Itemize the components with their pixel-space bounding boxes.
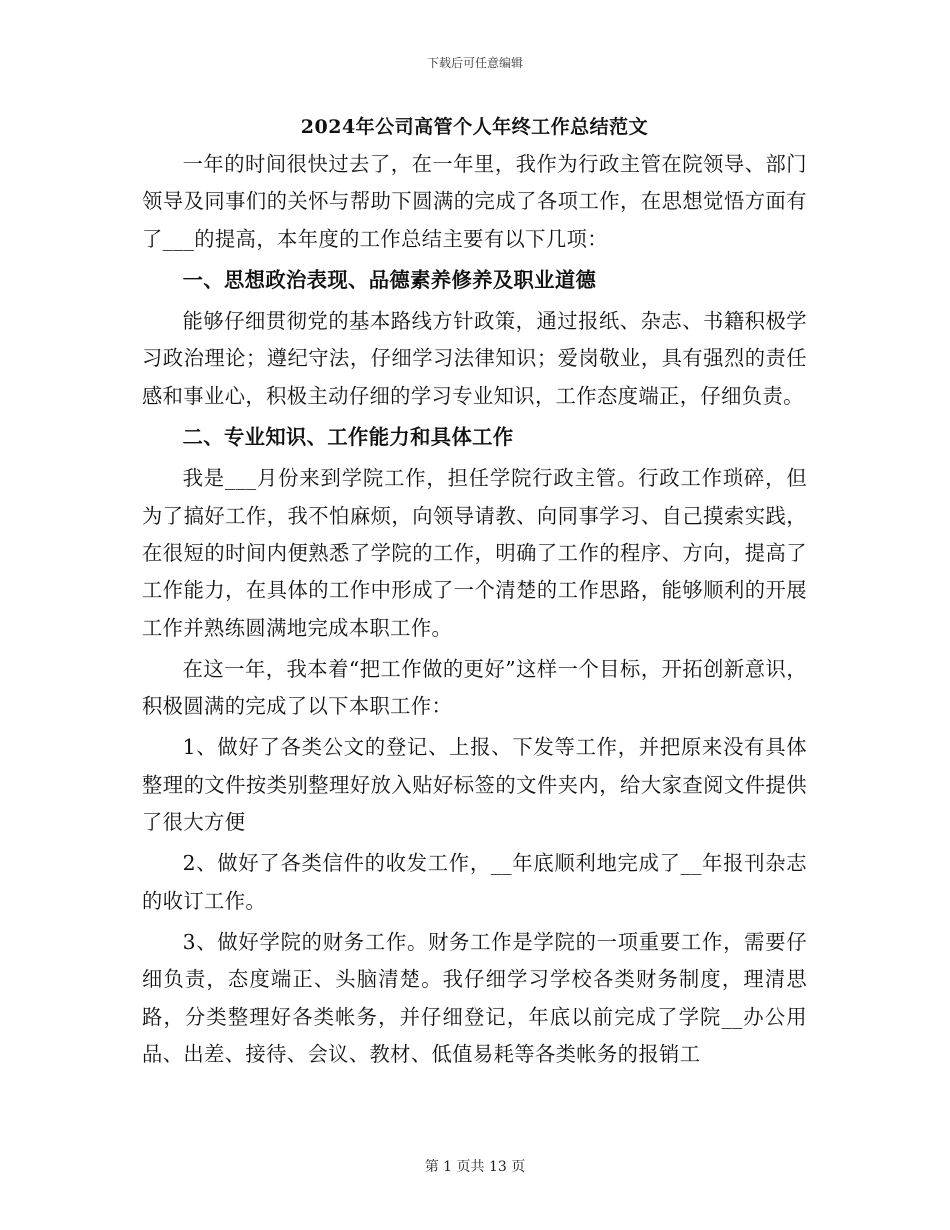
paragraph-2: 我是___月份来到学院工作，担任学院行政主管。行政工作琐碎，但为了搞好工作，我不怕麻烦，向领导请教、向同事学习、自己摸索实践，在很短的时间内便熟悉了学院的工作，明确了工作的程序、方向，提高了工作能力，在具体的工作中形成了一个清楚的工作思路，能够顺利的开展工作并熟练圆满地完成本职工作。 [142, 466, 807, 640]
section-heading-1: 一、思想政治表现、品德素养修养及职业道德 [182, 267, 597, 292]
page-footer: 第 1 页共 13 页 [424, 1159, 526, 1175]
paragraph-1: 能够仔细贯彻党的基本路线方针政策，通过报纸、杂志、书籍积极学习政治理论；遵纪守法，仔细学习法律知识；爱岗敬业，具有强烈的责任感和事业心，积极主动仔细的学习专业知识，工作态度端正，仔细负责。 [142, 309, 807, 408]
list-item-1: 1、做好了各类公文的登记、上报、下发等工作，并把原来没有具体整理的文件按类别整理好放入贴好标签的文件夹内，给大家查阅文件提供了很大方便 [142, 735, 807, 835]
section-heading-2: 二、专业知识、工作能力和具体工作 [182, 425, 514, 450]
header-note: 下载后可任意编辑 [426, 56, 523, 70]
list-item-3: 3、做好学院的财务工作。财务工作是学院的一项重要工作，需要仔细负责，态度端正、头脑清楚。我仔细学习学校各类财务制度，理清思路，分类整理好各类帐务，并仔细登记，年底以前完成了学院__办公用品、出差、接待、会议、教材、低值易耗等各类帐务的报销工 [142, 929, 807, 1066]
paragraph-3: 在这一年，我本着“把工作做的更好”这样一个目标，开拓创新意识，积极圆满的完成了以下本职工作： [142, 656, 807, 719]
document-body [142, 110, 807, 1073]
intro-paragraph: 一年的时间很快过去了，在一年里，我作为行政主管在院领导、部门领导及同事们的关怀与帮助下圆满的完成了各项工作，在思想觉悟方面有了___的提高，本年度的工作总结主要有以下几项： [142, 152, 807, 251]
list-item-2: 2、做好了各类信件的收发工作，__年底顺利地完成了__年报刊杂志的收订工作。 [142, 851, 807, 913]
document-title: 2024年公司高管个人年终工作总结范文 [300, 116, 649, 138]
